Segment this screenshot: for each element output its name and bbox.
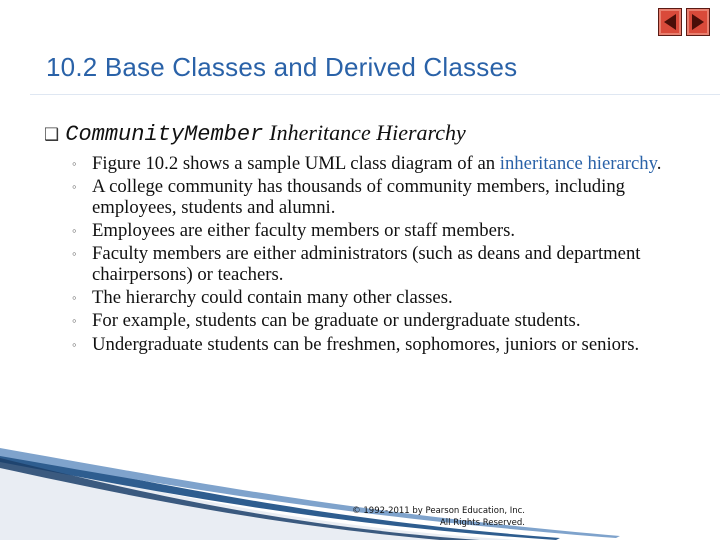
section-heading [44, 120, 466, 147]
circle-bullet-icon: ◦ [72, 313, 77, 329]
previous-slide-button[interactable] [658, 8, 682, 36]
copyright-notice [325, 505, 525, 529]
heading-class-name: CommunityMember [65, 122, 264, 147]
list-item [70, 221, 680, 241]
list-item [70, 335, 680, 355]
inheritance-hierarchy-link[interactable]: inheritance hierarchy [499, 153, 657, 174]
circle-bullet-icon: ◦ [72, 156, 77, 171]
list-item [70, 288, 680, 308]
list-item [70, 177, 680, 217]
bullet-text: Employees are either faculty members or staff members. [92, 219, 516, 241]
title-divider [30, 94, 720, 95]
bullet-text: A college community has thousands of community members, including employees, students and alumni. [92, 176, 626, 218]
bullet-text: Figure 10.2 shows a sample UML class diagram of an [92, 153, 500, 174]
bullet-text: The hierarchy could contain many other classes. [92, 286, 453, 308]
bullet-text: For example, students can be graduate or undergraduate students. [92, 310, 581, 332]
checkbox-bullet-icon: ❑ [44, 125, 60, 145]
circle-bullet-icon: ◦ [72, 289, 77, 305]
circle-bullet-icon: ◦ [72, 336, 77, 352]
list-item [70, 244, 680, 284]
circle-bullet-icon: ◦ [72, 179, 77, 195]
circle-bullet-icon: ◦ [72, 222, 77, 238]
heading-text: Inheritance Hierarchy [269, 120, 466, 145]
circle-bullet-icon: ◦ [72, 246, 77, 262]
bullet-text: Faculty members are either administrators (such as deans and department chairpersons) or teachers. [92, 243, 641, 285]
list-item [70, 311, 680, 331]
left-arrow-icon [662, 13, 678, 31]
bullet-list [70, 154, 680, 358]
bullet-text-end: . [656, 153, 662, 174]
slide-navigation [658, 8, 710, 36]
copyright-line: © 1992-2011 by Pearson Education, Inc. [352, 506, 525, 516]
next-slide-button[interactable] [686, 8, 710, 36]
list-item [70, 154, 680, 174]
right-arrow-icon [690, 13, 706, 31]
rights-line: All Rights Reserved. [439, 518, 525, 528]
bullet-text: Undergraduate students can be freshmen, sophomores, juniors or seniors. [92, 333, 640, 355]
slide-title: 10.2 Base Classes and Derived Classes [46, 52, 518, 82]
